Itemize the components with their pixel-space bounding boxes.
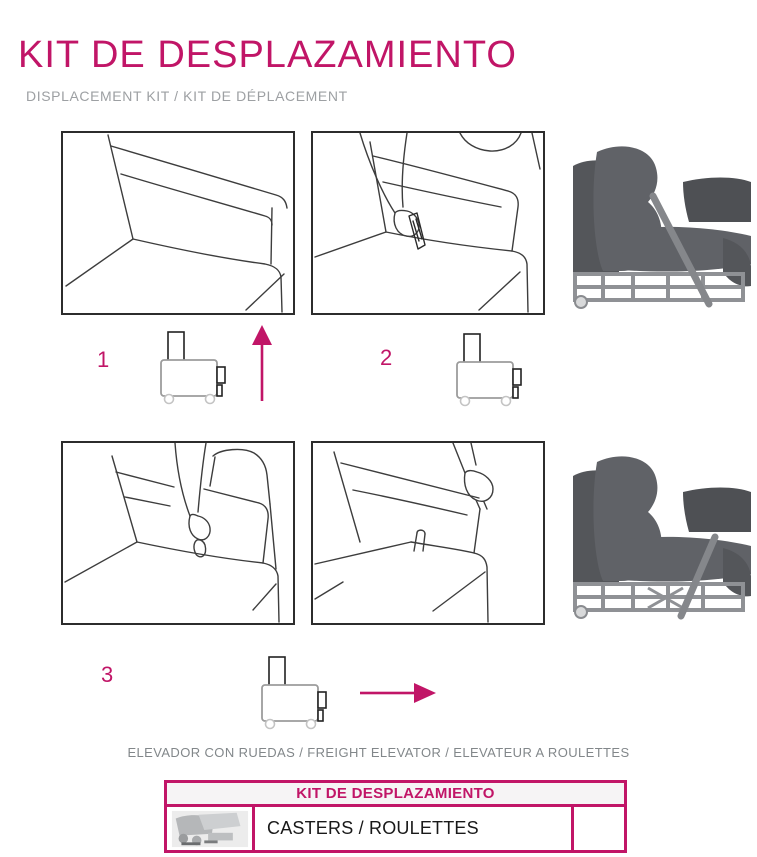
lift-device-icon xyxy=(261,656,327,730)
page-title: KIT DE DESPLAZAMIENTO xyxy=(18,34,517,76)
lift-device-icon xyxy=(160,331,226,405)
hand-pulling-handle-illustration xyxy=(311,131,545,315)
up-arrow-icon xyxy=(248,325,276,403)
casters-label: CASTERS / ROULETTES xyxy=(255,807,574,850)
caption: ELEVADOR CON RUEDAS / FREIGHT ELEVATOR / ELEVATEUR A ROULETTES xyxy=(127,745,630,760)
casters-photo-cell xyxy=(167,807,255,850)
hand-reaching-seat-handle-illustration xyxy=(61,441,295,625)
hand-lifting-back-panel-illustration xyxy=(311,441,545,625)
step-number-3: 3 xyxy=(101,662,114,687)
kit-table-header: KIT DE DESPLAZAMIENTO xyxy=(167,783,624,807)
right-arrow-icon xyxy=(360,681,436,705)
page-subtitle: DISPLACEMENT KIT / KIT DE DÉPLACEMENT xyxy=(26,88,348,104)
table-row xyxy=(167,807,624,850)
sofa-mechanism-photo-2 xyxy=(563,442,755,620)
sofa-corner-illustration xyxy=(61,131,295,315)
casters-photo xyxy=(169,809,251,849)
sofa-mechanism-photo-1 xyxy=(563,132,755,310)
kit-table xyxy=(164,780,627,853)
lift-device-icon xyxy=(456,333,522,407)
step-number-2: 2 xyxy=(380,345,393,370)
step-number-1: 1 xyxy=(97,347,110,372)
empty-cell xyxy=(574,807,624,850)
